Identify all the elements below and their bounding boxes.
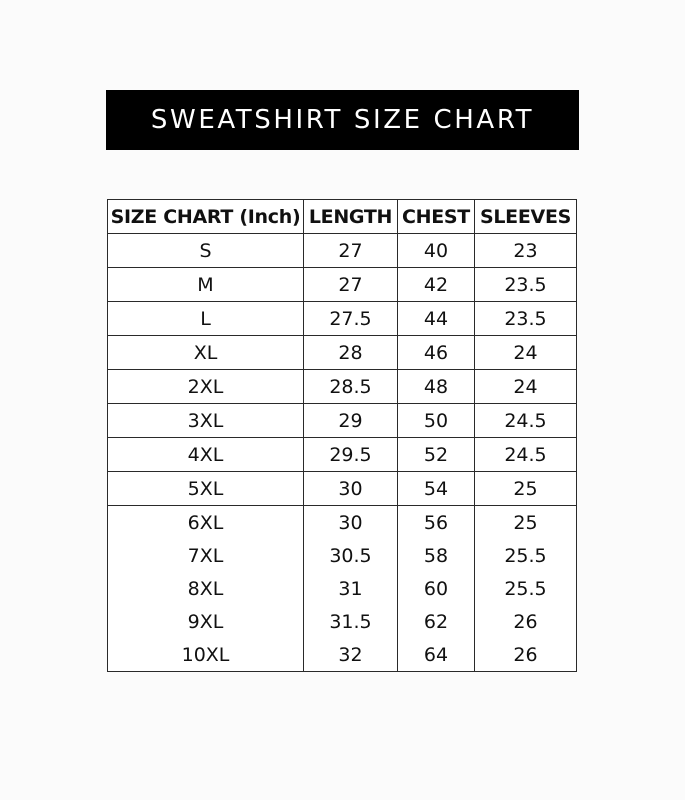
chest-cell: 64 — [398, 638, 475, 672]
size-cell: 9XL — [108, 605, 304, 638]
size-cell: 3XL — [108, 404, 304, 438]
length-cell: 32 — [304, 638, 398, 672]
table-row — [108, 638, 577, 672]
table-row — [108, 605, 577, 638]
length-cell: 31 — [304, 572, 398, 605]
sleeves-cell: 24.5 — [475, 404, 577, 438]
chest-cell: 56 — [398, 506, 475, 540]
chest-cell: 50 — [398, 404, 475, 438]
chest-cell: 44 — [398, 302, 475, 336]
chest-cell: 60 — [398, 572, 475, 605]
chest-cell: 52 — [398, 438, 475, 472]
table-row — [108, 370, 577, 404]
table-row — [108, 302, 577, 336]
length-cell: 30 — [304, 472, 398, 506]
size-cell: 8XL — [108, 572, 304, 605]
length-cell: 30.5 — [304, 539, 398, 572]
sleeves-cell: 24 — [475, 336, 577, 370]
table-row — [108, 572, 577, 605]
table-row — [108, 336, 577, 370]
header-sleeves: SLEEVES — [475, 200, 577, 234]
chest-cell: 42 — [398, 268, 475, 302]
table-header-row — [108, 200, 577, 234]
sleeves-cell: 23.5 — [475, 268, 577, 302]
size-cell: 10XL — [108, 638, 304, 672]
sleeves-cell: 23 — [475, 234, 577, 268]
length-cell: 27 — [304, 234, 398, 268]
length-cell: 27.5 — [304, 302, 398, 336]
page-title: SWEATSHIRT SIZE CHART — [150, 105, 535, 135]
sleeves-cell: 25 — [475, 506, 577, 540]
size-cell: 5XL — [108, 472, 304, 506]
sleeves-cell: 26 — [475, 638, 577, 672]
sleeves-cell: 25.5 — [475, 572, 577, 605]
size-cell: 2XL — [108, 370, 304, 404]
title-banner — [106, 90, 579, 150]
length-cell: 27 — [304, 268, 398, 302]
sleeves-cell: 24 — [475, 370, 577, 404]
length-cell: 30 — [304, 506, 398, 540]
size-cell: S — [108, 234, 304, 268]
sleeves-cell: 24.5 — [475, 438, 577, 472]
chest-cell: 58 — [398, 539, 475, 572]
size-cell: XL — [108, 336, 304, 370]
header-length: LENGTH — [304, 200, 398, 234]
table-row — [108, 234, 577, 268]
table-row — [108, 472, 577, 506]
table-row — [108, 404, 577, 438]
size-cell: 6XL — [108, 506, 304, 540]
length-cell: 28 — [304, 336, 398, 370]
header-chest: CHEST — [398, 200, 475, 234]
sleeves-cell: 26 — [475, 605, 577, 638]
length-cell: 28.5 — [304, 370, 398, 404]
header-size: SIZE CHART (Inch) — [108, 200, 304, 234]
chest-cell: 46 — [398, 336, 475, 370]
length-cell: 31.5 — [304, 605, 398, 638]
sleeves-cell: 25 — [475, 472, 577, 506]
sleeves-cell: 23.5 — [475, 302, 577, 336]
chest-cell: 40 — [398, 234, 475, 268]
sleeves-cell: 25.5 — [475, 539, 577, 572]
table-row — [108, 539, 577, 572]
length-cell: 29 — [304, 404, 398, 438]
chest-cell: 62 — [398, 605, 475, 638]
size-chart-table — [107, 199, 577, 672]
table-row — [108, 438, 577, 472]
table-row — [108, 506, 577, 540]
chest-cell: 48 — [398, 370, 475, 404]
size-cell: L — [108, 302, 304, 336]
size-cell: 4XL — [108, 438, 304, 472]
chest-cell: 54 — [398, 472, 475, 506]
length-cell: 29.5 — [304, 438, 398, 472]
table-row — [108, 268, 577, 302]
size-cell: 7XL — [108, 539, 304, 572]
size-cell: M — [108, 268, 304, 302]
